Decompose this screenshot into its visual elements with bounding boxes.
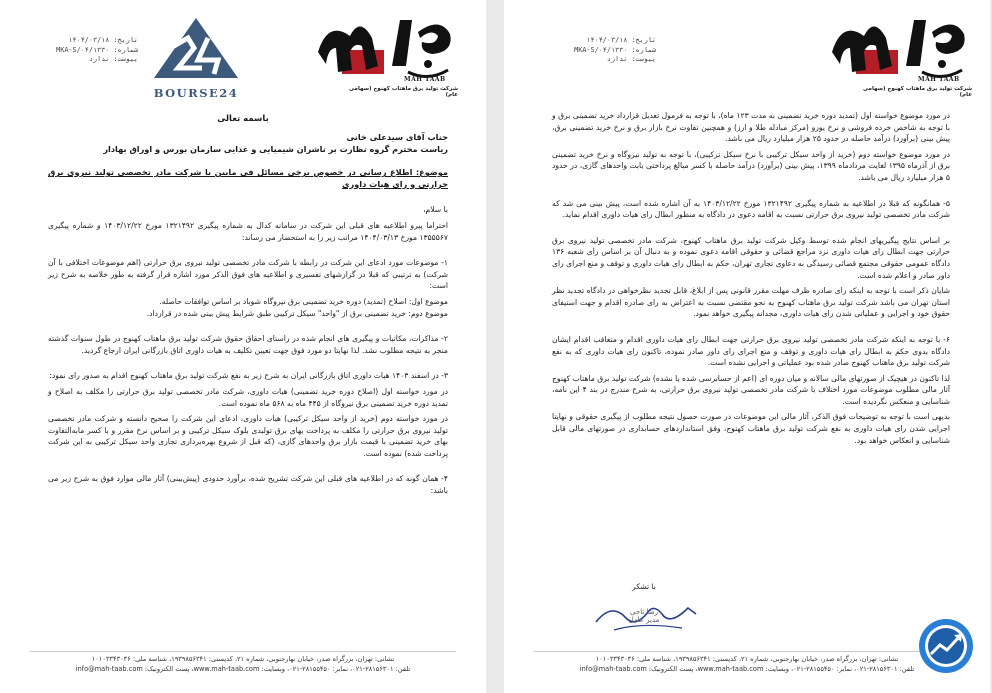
date-label: تاریخ: [113,36,138,44]
item-6-financial-statements: لذا تاکنون در هیچیک از صورتهای مالی سالانه و میان دوره ای (اعم از حسابرسی شده یا نشده) شرکت تولید برق ماهتاب کهنوج آثار مالی مطلوب موضوعات مورد اختلاف با شرکت مادر تخصصی تولید نیروی برق حرارتی، به شرح مندرج در بند ۴ این نامه، شناسایی و منعکس نگردیده است. [552,373,950,406]
mahtaab-logo [308,12,458,104]
recipient-name: جناب آقای سیدعلی خانی [346,132,448,142]
item-4-claim-2-estimate: در مورد موضوع خواسته دوم (خرید از واحد سیکل ترکیبی با نرخ سیکل ترکیبی)، با توجه به تولید نیروگاه و نرخ خرید تضمینی برق از آذرماه ۱۳۹۵ لغایت مردادماه ۱۳۹۹، پیش بینی (برآورد) درآمد حاصله با کسر مبالغ پرداختی بابت واحدهای گازی، در حدود ۵ هزار میلیارد ریال می باشد. [552,149,951,182]
letter-page-1 [0,0,486,693]
recipient-title: ریاست محترم گروه نظارت بر ناشران شیمیایی و غذایی سازمان بورس و اوراق بهادار [103,143,448,154]
attachment-value: ندارد [606,55,628,63]
item-5-court-ruling: بر اساس نتایج پیگیریهای انجام شده توسط وکیل شرکت تولید برق ماهتاب کهنوج، شرکت مادر تخصصی تولید نیروی برق حرارتی جهت ابطال رای هیات داوری نزد مراجع قضائی و حقوقی اقامه دعوی نموده و به دنبال آن بر اساس رای شعبه ۱۳۶ دادگاه عمومی حقوقی مجتمع قضائی رسیدگی به دعاوی تجاری تهران، حکم به ابطال رای هیات داوری و توقف و منع اجرای رای داور صادر و اعلام شده است. [552,235,950,280]
greeting: با سلام، [423,205,448,215]
salutation-heading: باسمه تعالی [217,114,269,124]
item-6: ۶- با توجه به اینکه شرکت مادر تخصصی تولید نیروی برق حرارتی جهت ابطال رای هیات داوری اقدام و متعاقب اقدام ایشان دادگاه بدوی حکم به ابطال رای هیات داوری و توقف و منع اجرای رای داور صادر نموده، تاکنون رای هیات داوری که به نفع شرکت تولید برق ماهتاب کهنوج صادر شده بود عملیاتی و اجرایی نشده است. [552,334,950,368]
item-4-claim-1-estimate: در مورد موضوع خواسته اول (تمدید دوره خرید تضمینی به مدت ۱۲۳ ماه)، با توجه به فرمول تعدیل قرارداد خرید تضمینی برق و با توجه به شاخص خرده فروشی و نرخ یورو (مرکز مبادله طلا و ارز) و همچنین تفاوت نرخ بازار برق و نرخ خرید تضمینی برق، پیش بینی (برآورد) درآمد حاصله در حدود ۲۵ هزار میلیارد ریال می باشد. [552,111,950,144]
letter-right-body [552,110,950,450]
blue-emblem-logo [918,618,974,674]
item-2: ۲- مذاکرات، مکاتبات و پیگیری های انجام شده در راستای احقاق حقوق شرکت تولید برق ماهتاب کهنوج در طول سنوات گذشته منجر به نتیجه مطلوب نشد. لذا نهایتا دو مورد فوق جهت تعیین تکلیف به هیات داوری اتاق بازرگانی ایران ارجاع گردید. [48,334,448,355]
mahtaab-tagline: شرکت تولید برق ماهتاب کهنوج (سهامی عام) [348,86,458,98]
mahtaab-calligraphy-icon [308,12,458,84]
bourse24-mark-icon [148,16,244,82]
growth-arrow-icon [918,618,974,674]
letter-left-body [48,132,448,501]
number-label: شماره: [631,45,656,54]
footer-contacts: تلفن: ۲۸۱۵۶۳۰۱-۰۲۱، نمابر: ۲۸۱۵۵۴۵۰-۰۲۱، وبسایت: www.mah-taab.com، پست الکترونیک: info@mah-taab.com [579,665,915,673]
mahtaab-tagline: شرکت تولید برق ماهتاب کهنوج (سهامی عام) [862,86,972,98]
date-label: تاریخ: [631,36,656,44]
bourse24-name: BOURSE24 [153,86,239,100]
item-1-topic-2: موضوع دوم: خرید تضمینی برق از "واحد" سیکل ترکیبی طبق شرایط پیش بینی شده در قرارداد. [146,308,448,318]
letter-meta [556,36,656,65]
signer-block [584,608,704,624]
date-value: ۱۴۰۴/۰۳/۱۸ [586,36,628,44]
footer-address: نشانی: تهران، بزرگراه صدر، خیابان بهارجنوبی، شماره ۲۱، کدپستی: ۱۹۳۹۸۵۶۳۴۱، شناسه ملی: ۱۰۱۰۳۳۴۳۰۳۶ [91,655,395,663]
date-value: ۱۴۰۴/۰۳/۱۸ [68,36,110,44]
closing-thanks: با تشکر [632,582,656,591]
closing-block [584,582,704,591]
number-value: MKA-S/۰۴/۱۳۳۰ [56,45,110,54]
item-3-ruling-2: در مورد خواسته دوم (خرید از واحد سیکل ترکیبی) هیات داوری، ادعای این شرکت را صحیح دانسته و شرکت مادر تخصصی تولید نیروی برق حرارتی را مکلف به پرداخت بهای برق تولیدی بلوک سیکل ترکیبی و بر اساس نرخ مقرر و با کسر مابه‌التفاوت بهای خرید تضمینی با قیمت بازار برق واحدهای گازی، (که قبل از شروع بهره‌برداری تجاری واحد سیکل ترکیبی به این شرکت پرداخت شده) نموده است. [48,414,448,458]
item-3-ruling-1: در مورد خواسته اول (اصلاح دوره خرید تضمینی) هیات داوری، شرکت مادر تخصصی تولید برق حرارتی را مکلف به اصلاح و تمدید دوره خرید تضمینی برق نیروگاه از ۴۴۵ ماه به ۵۶۸ ماه نموده است. [48,386,448,408]
attachment-label: پیوست: [631,55,656,63]
signer-name: رضا ناجی [630,608,658,616]
item-5: ۵- همانگونه که قبلا در اطلاعیه به شماره پیگیری ۱۳۲۱۴۹۲ مورخ ۱۴۰۳/۱۲/۲۲ به آن اشاره شده است، پیش بینی می شد که شرکت مادر تخصصی تولید نیروی برق حرارتی نسبت به اقامه دعوی در دادگاه به منظور ابطال رای هیات داوری اقدام نماید. [552,198,951,220]
item-4: ۴- همان گونه که در اطلاعیه های قبلی این شرکت تشریح شده، برآورد حدودی (پیش‌بینی) آثار مالی موارد فوق به شرح زیر می باشد: [48,474,448,496]
bourse24-logo [148,16,244,100]
mahtaab-brand: MAH TAAB [918,76,960,83]
footer-address: نشانی: تهران، بزرگراه صدر، خیابان بهارجنوبی، شماره ۲۱، کدپستی: ۱۹۳۹۸۵۶۳۴۱، شناسه ملی: ۱۰۱۰۳۳۴۳۰۳۶ [595,655,899,663]
item-1-topic-1: موضوع اول: اصلاح (تمدید) دوره خرید تضمینی برق نیروگاه شوباد بر اساس توافقات حاصله. [159,296,448,306]
mahtaab-logo [822,12,972,104]
footer-contacts: تلفن: ۲۸۱۵۶۳۰۱-۰۲۱، نمابر: ۲۸۱۵۵۴۵۰-۰۲۱، وبسایت: www.mah-taab.com، پست الکترونیک: info@mah-taab.com [75,665,411,673]
letter-footer [0,651,486,693]
letter-page-2 [504,0,990,693]
number-value: MKA-S/۰۴/۱۳۳۰ [574,45,628,54]
attachment-value: ندارد [88,55,110,63]
item-5-appeal: شایان ذکر است با توجه به اینکه رای صادره ظرف مهلت مقرر قانونی پس از ابلاغ، قابل تجدید نظرخواهی در دادگاه تجدید نظر استان تهران می باشد شرکت تولید برق ماهتاب کهنوج به نحو مقتضی نسبت به اعتراض به رای صادره اقدام و جهت استیفای حقوق خود و اجرایی و عملیاتی شدن رای هیات داوری، مجدانه پیگیری خواهد نمود. [552,286,950,319]
mahtaab-brand: MAH TAAB [404,76,446,83]
signer-title: مدیر عامل [628,616,660,624]
letter-meta [38,36,138,65]
attachment-label: پیوست: [113,55,138,63]
number-label: شماره: [113,45,138,54]
item-6-conclusion: بدیهی است با توجه به توضیحات فوق الذکر، آثار مالی این موضوعات در صورت حصول نتیجه مطلوب از پیگیری حقوقی و نهایتا اجرایی شدن رای هیات داوری به نفع شرکت تولید برق ماهتاب کهنوج، وفق استانداردهای حسابداری در صورتهای مالی قابل شناسایی و انعکاس خواهد بود. [552,412,950,445]
item-1: ۱- موضوعات مورد ادعای این شرکت در رابطه با شرکت مادر تخصصی تولید نیروی برق حرارتی (اهم موضوعات اختلافی با آن شرکت) به ترتیبی که قبلا در گزارشهای تفسیری و اطلاعیه های فوق الذکر مورد اشاره قرار گرفته به طور خلاصه به شرح زیر است: [48,258,448,291]
letter-subject: موضوع: اطلاع رسانی در خصوص برخی مسائل فی مابین با شرکت مادر تخصصی تولید نیروی برق حرارتی و رای هیات داوری [48,167,448,189]
item-3: ۳- در اسفند ۱۴۰۳ هیات داوری اتاق بازرگانی ایران به شرح زیر به نفع شرکت تولید برق ماهتاب کهنوج اقدام به صدور رای نمود: [49,371,448,381]
mahtaab-calligraphy-icon [822,12,972,84]
intro-paragraph: احتراما پیرو اطلاعیه های قبلی این شرکت در سامانه کدال به شماره پیگیری ۱۳۲۱۴۹۲ مورخ ۱۴۰۳/۱۲/۲۲ و شماره پیگیری ۱۳۵۵۵۶۷ مورخ ۱۴۰۴/۰۳/۱۳ مراتب زیر را به استحضار می رساند: [48,220,448,242]
